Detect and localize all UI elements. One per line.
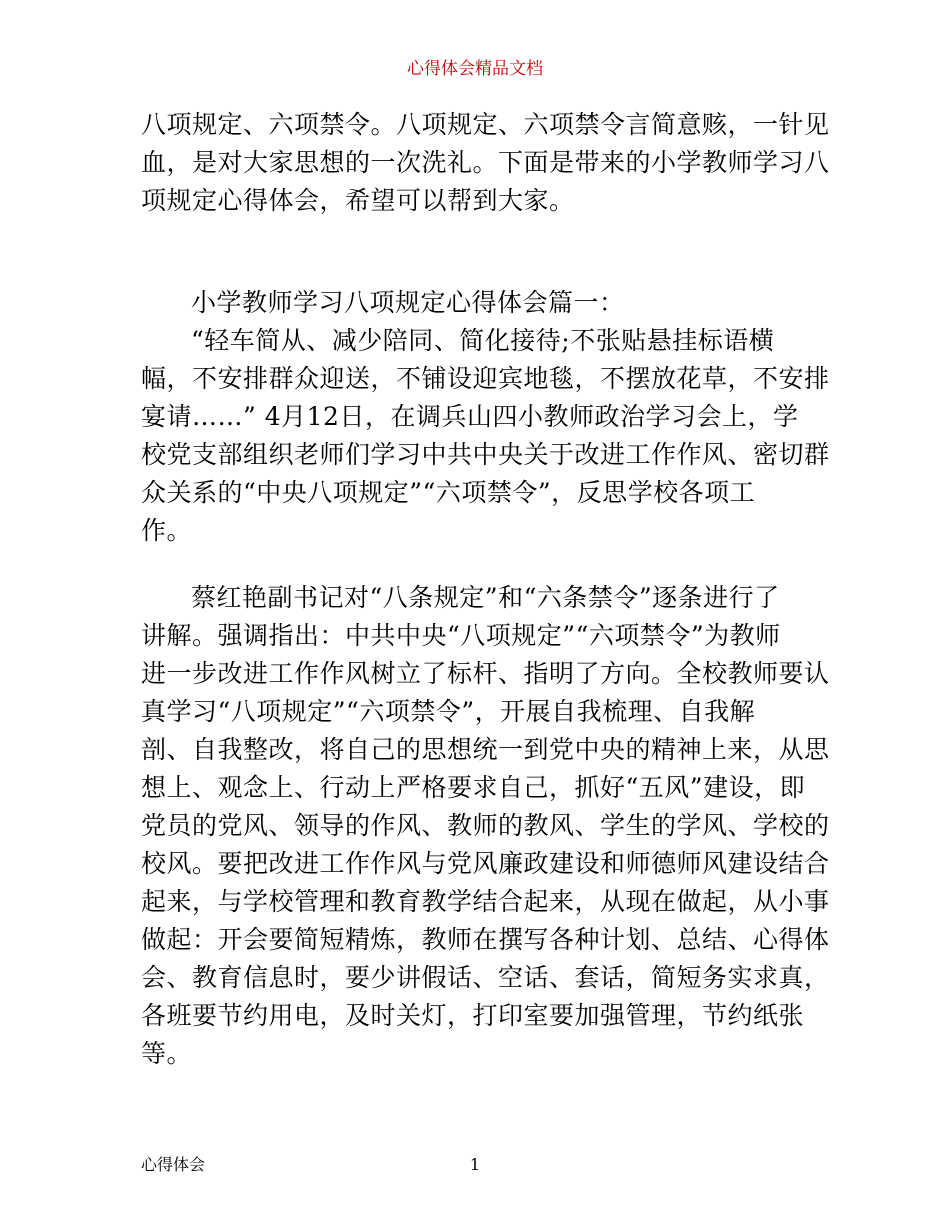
paragraph-1 (141, 322, 830, 550)
text-line: 想上、观念上、行动上严格要求自己，抓好“五风”建设，即 (141, 773, 806, 802)
text-line: 众关系的“中央八项规定”“六项禁令”，反思学校各项工 (141, 478, 756, 507)
text-line: 作。 (141, 516, 193, 545)
text-line: 讲解。强调指出：中共中央“八项规定”“六项禁令”为教师 (141, 621, 781, 650)
text-line: “轻车简从、减少陪同、简化接待;不张贴悬挂标语横 (191, 326, 775, 355)
text-line: 宴请……” 4月12日，在调兵山四小教师政治学习会上，学 (141, 402, 799, 431)
text-line: 剖、自我整改，将自己的思想统一到党中央的精神上来，从思 (141, 735, 830, 764)
document-header: 心得体会精品文档 (407, 59, 543, 79)
text-line: 进一步改进工作作风树立了标杆、指明了方向。全校教师要认 (141, 659, 830, 688)
text-line: 起来，与学校管理和教育教学结合起来，从现在做起，从小事 (141, 887, 830, 916)
text-line: 幅，不安排群众迎送，不铺设迎宾地毯，不摆放花草，不安排 (141, 364, 830, 393)
text-line: 八项规定、六项禁令。八项规定、六项禁令言简意赅，一针见 (141, 110, 830, 139)
section-title-text: 小学教师学习八项规定心得体会篇一： (191, 288, 625, 317)
text-line: 校风。要把改进工作作风与党风廉政建设和师德师风建设结合 (141, 849, 830, 878)
text-line: 各班要节约用电，及时关灯，打印室要加强管理，节约纸张 (141, 1001, 805, 1030)
text-line: 项规定心得体会，希望可以帮到大家。 (141, 186, 575, 215)
footer-label: 心得体会 (141, 1155, 206, 1174)
text-line: 校党支部组织老师们学习中共中央关于改进工作作风、密切群 (141, 440, 830, 469)
section-title (141, 284, 813, 322)
page-number: 1 (469, 1155, 481, 1174)
paragraph-2 (141, 579, 830, 1073)
intro-paragraph (141, 106, 830, 220)
text-line: 蔡红艳副书记对“八条规定”和“六条禁令”逐条进行了 (191, 583, 780, 612)
text-line: 会、教育信息时，要少讲假话、空话、套话，简短务实求真， (141, 963, 830, 992)
text-line: 真学习“八项规定”“六项禁令”，开展自我梳理、自我解 (141, 697, 756, 726)
text-line: 党员的党风、领导的作风、教师的教风、学生的学风、学校的 (141, 811, 830, 840)
text-line: 等。 (141, 1039, 193, 1068)
text-line: 血，是对大家思想的一次洗礼。下面是带来的小学教师学习八 (141, 148, 830, 177)
text-line: 做起：开会要简短精炼，教师在撰写各种计划、总结、心得体 (141, 925, 830, 954)
